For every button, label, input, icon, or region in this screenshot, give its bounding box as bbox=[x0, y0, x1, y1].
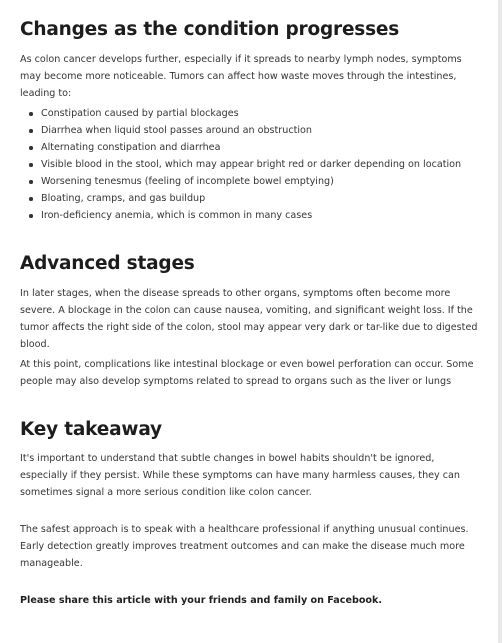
symptom-list bbox=[20, 105, 478, 224]
heading-changes-as-condition-progresses: Changes as the condition progresses bbox=[20, 19, 400, 40]
paragraph-advanced-stages-1: In later stages, when the disease spreads to other organs, symptoms often become more severe. A blockage in the colon can cause nausea, vomiting, and significant weight loss. If the tumor affects the right side of the colon, stool may appear very dark or tar-like due to digested blood. bbox=[20, 288, 478, 350]
list-item: Constipation caused by partial blockages bbox=[20, 105, 478, 122]
list-item: Alternating constipation and diarrhea bbox=[20, 139, 478, 156]
paragraph-advanced-stages-2: At this point, complications like intestinal blockage or even bowel perforation can occur. Some people may also develop symptoms related to spread to organs such as the liver or lungs bbox=[20, 359, 474, 387]
share-on-facebook-note: Please share this article with your friends and family on Facebook. bbox=[20, 595, 383, 606]
list-item: Iron-deficiency anemia, which is common in many cases bbox=[20, 207, 478, 224]
list-item: Diarrhea when liquid stool passes around an obstruction bbox=[20, 122, 478, 139]
heading-advanced-stages: Advanced stages bbox=[20, 253, 195, 274]
paragraph-progression-intro: As colon cancer develops further, especially if it spreads to nearby lymph nodes, symptoms may become more noticeable. Tumors can affect how waste moves through the intestines, leading to: bbox=[20, 54, 462, 99]
list-item: Bloating, cramps, and gas buildup bbox=[20, 190, 478, 207]
list-item: Visible blood in the stool, which may appear bright red or darker depending on location bbox=[20, 156, 478, 173]
paragraph-key-takeaway-2: The safest approach is to speak with a healthcare professional if anything unusual continues. Early detection greatly improves treatment outcomes and can make the disease much more manageable. bbox=[20, 524, 469, 569]
paragraph-key-takeaway-1: It's important to understand that subtle changes in bowel habits shouldn't be ignored, especially if they persist. While these symptoms can have many harmless causes, they can sometimes signal a more serious condition like colon cancer. bbox=[20, 453, 461, 498]
heading-key-takeaway: Key takeaway bbox=[20, 419, 162, 440]
page-edge-divider bbox=[498, 0, 502, 643]
list-item: Worsening tenesmus (feeling of incomplete bowel emptying) bbox=[20, 173, 478, 190]
